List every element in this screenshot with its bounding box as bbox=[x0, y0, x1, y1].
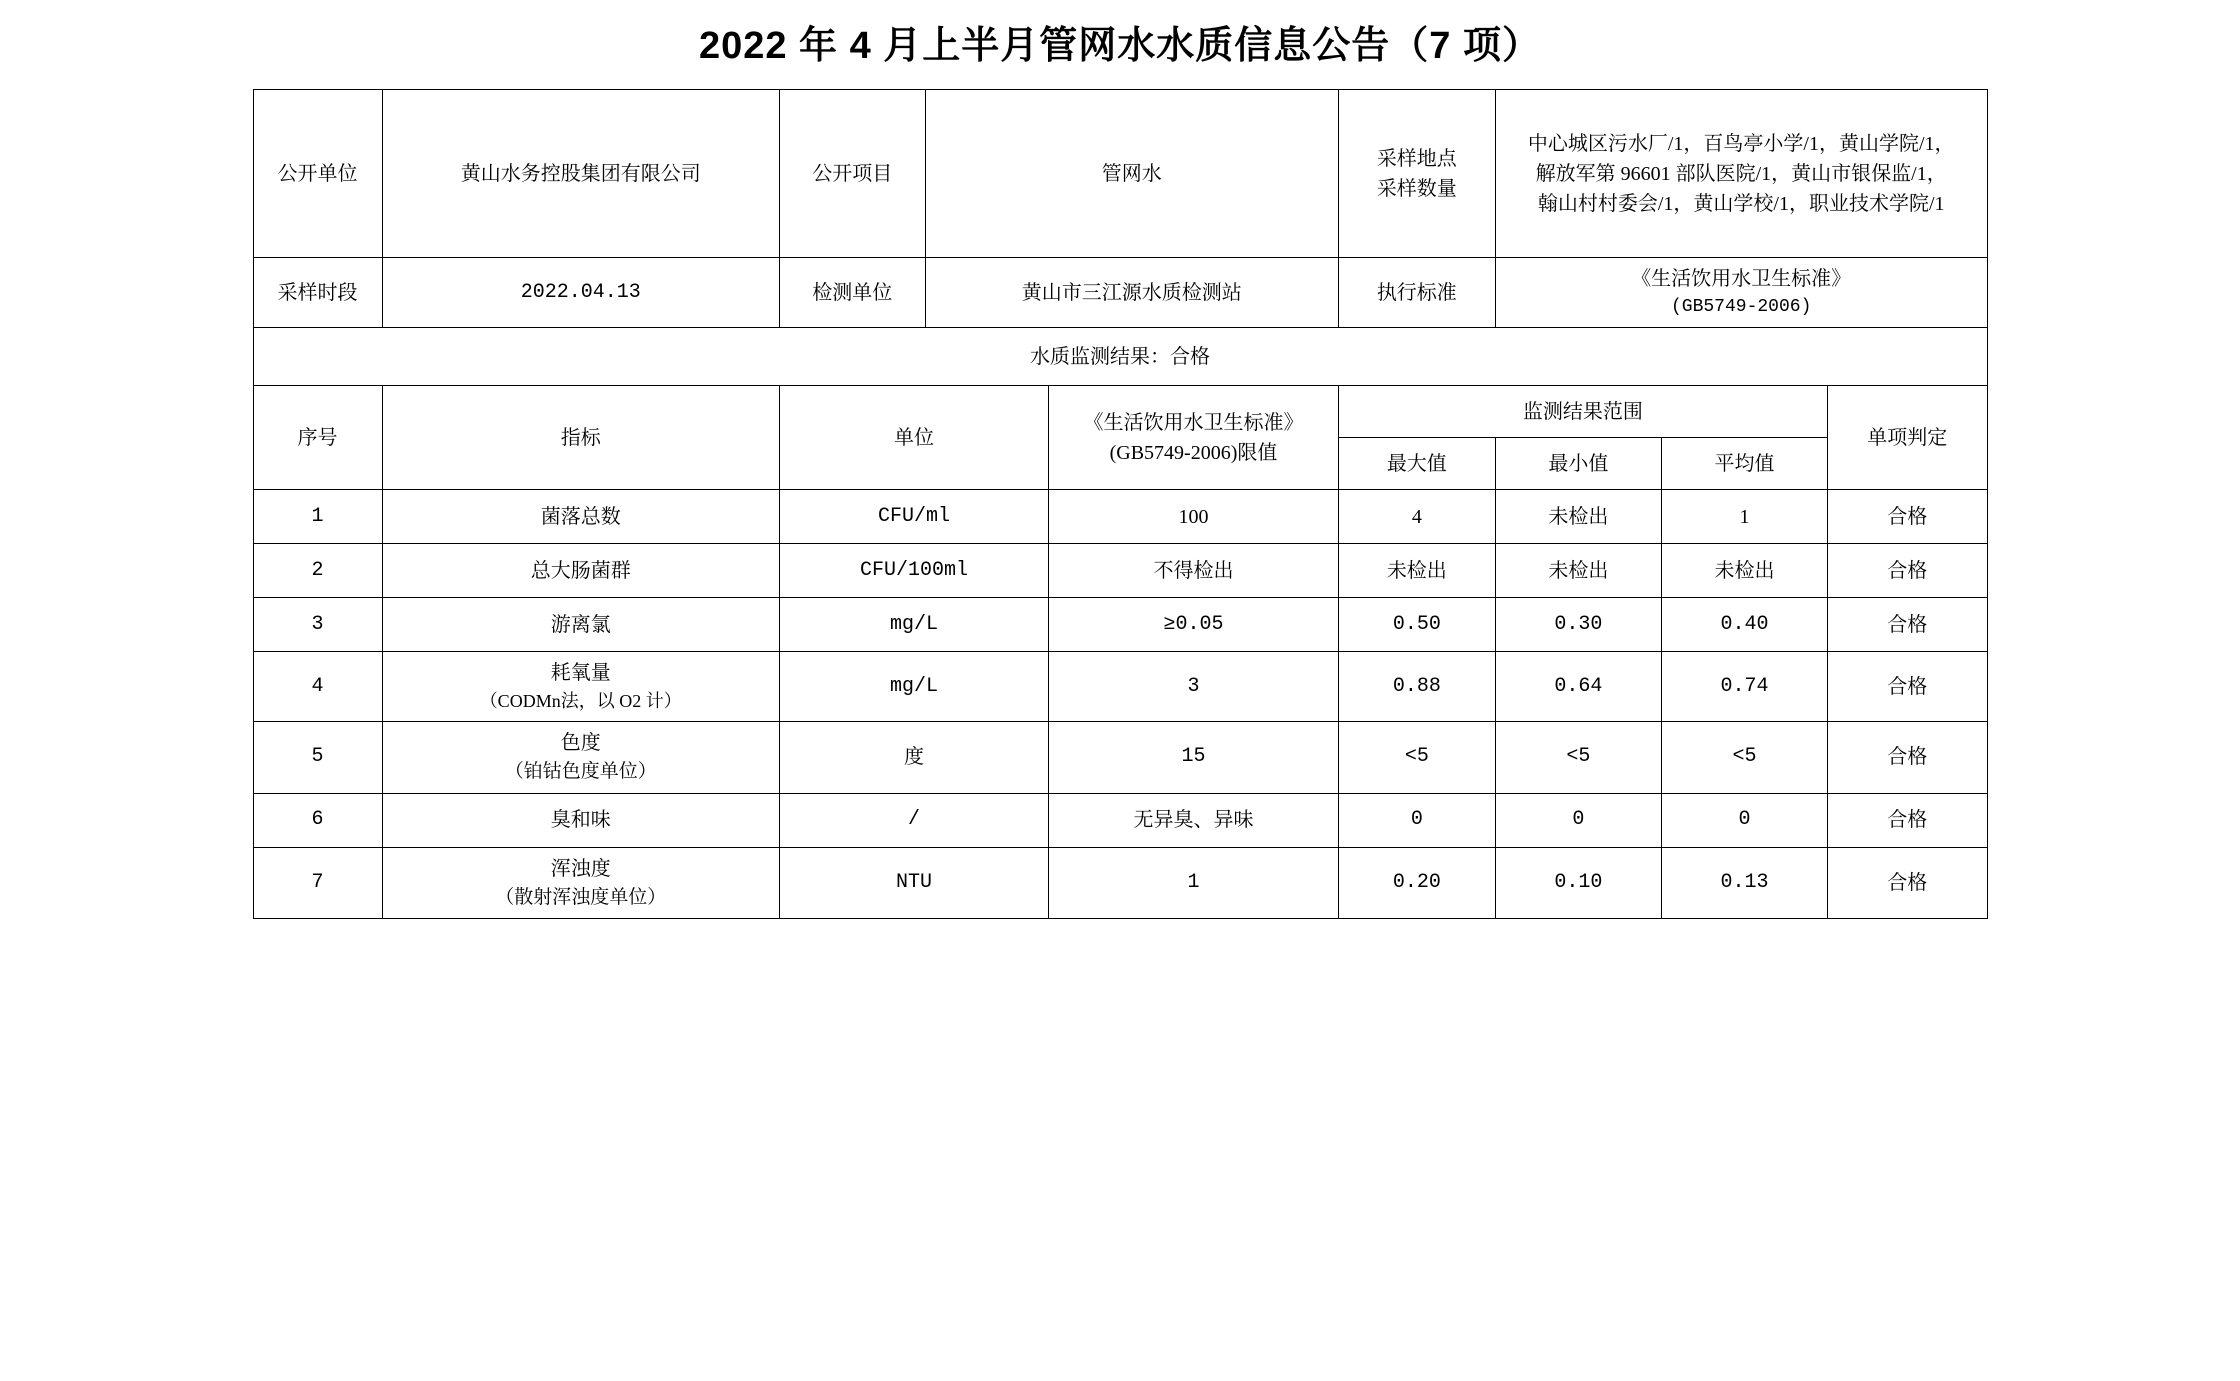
cell-unit: CFU/100ml bbox=[779, 544, 1048, 598]
cell-min: 0 bbox=[1495, 793, 1661, 847]
report-table-wrapper bbox=[0, 87, 2240, 919]
header-min: 最小值 bbox=[1495, 438, 1661, 490]
cell-judgement: 合格 bbox=[1828, 490, 1987, 544]
cell-avg: 未检出 bbox=[1661, 544, 1827, 598]
cell-limit: 1 bbox=[1049, 847, 1339, 919]
cell-avg: 1 bbox=[1661, 490, 1827, 544]
cell-indicator bbox=[382, 490, 779, 544]
header-limit-line1: 《生活饮用水卫生标准》 bbox=[1083, 411, 1304, 434]
info-row-publisher bbox=[253, 90, 1987, 258]
cell-min: 0.64 bbox=[1495, 652, 1661, 722]
project-label: 公开项目 bbox=[779, 90, 925, 258]
sample-site-line: 解放军第 96601 部队医院/1，黄山市银保监/1， bbox=[1535, 162, 1947, 185]
cell-indicator bbox=[382, 722, 779, 794]
table-header-row-primary bbox=[253, 386, 1987, 438]
cell-min: 未检出 bbox=[1495, 490, 1661, 544]
cell-indicator bbox=[382, 544, 779, 598]
cell-indicator-line1: 臭和味 bbox=[550, 809, 611, 831]
cell-limit: ≥0.05 bbox=[1049, 598, 1339, 652]
table-row bbox=[253, 598, 1987, 652]
cell-judgement: 合格 bbox=[1828, 847, 1987, 919]
table-row bbox=[253, 544, 1987, 598]
sample-site-label-line1: 采样地点 bbox=[1376, 147, 1457, 170]
result-summary: 水质监测结果：合格 bbox=[253, 328, 1987, 386]
water-quality-report-table bbox=[253, 89, 1988, 919]
cell-min: 0.10 bbox=[1495, 847, 1661, 919]
cell-indicator bbox=[382, 847, 779, 919]
sample-sites-value bbox=[1495, 90, 1987, 258]
sample-site-line: 翰山村村委会/1，黄山学校/1，职业技术学院/1 bbox=[1537, 192, 1945, 215]
header-unit: 单位 bbox=[779, 386, 1048, 490]
header-index: 序号 bbox=[253, 386, 382, 490]
period-value: 2022.04.13 bbox=[382, 258, 779, 328]
cell-max: 0.88 bbox=[1338, 652, 1495, 722]
cell-avg: 0.74 bbox=[1661, 652, 1827, 722]
cell-indicator-line1: 菌落总数 bbox=[540, 505, 621, 528]
cell-index: 1 bbox=[253, 490, 382, 544]
cell-max: 4 bbox=[1338, 490, 1495, 544]
publisher-label: 公开单位 bbox=[253, 90, 382, 258]
cell-limit: 无异臭、异味 bbox=[1049, 793, 1339, 847]
cell-unit: NTU bbox=[779, 847, 1048, 919]
cell-min: <5 bbox=[1495, 722, 1661, 794]
lab-label: 检测单位 bbox=[779, 258, 925, 328]
sample-site-label bbox=[1338, 90, 1495, 258]
page-title: 2022 年 4 月上半月管网水水质信息公告（7 项） bbox=[698, 25, 1542, 67]
info-row-period bbox=[253, 258, 1987, 328]
info-row-result bbox=[253, 328, 1987, 386]
period-label: 采样时段 bbox=[253, 258, 382, 328]
standard-value-line2: (GB5749-2006) bbox=[1670, 297, 1812, 317]
sample-site-line: 中心城区污水厂/1，百鸟亭小学/1，黄山学院/1， bbox=[1527, 132, 1955, 155]
cell-indicator bbox=[382, 793, 779, 847]
cell-limit: 15 bbox=[1049, 722, 1339, 794]
cell-max: 0.50 bbox=[1338, 598, 1495, 652]
cell-indicator-line2: （散射浑浊度单位） bbox=[495, 886, 667, 908]
cell-index: 3 bbox=[253, 598, 382, 652]
cell-indicator bbox=[382, 652, 779, 722]
cell-index: 5 bbox=[253, 722, 382, 794]
cell-judgement: 合格 bbox=[1828, 722, 1987, 794]
cell-avg: <5 bbox=[1661, 722, 1827, 794]
header-indicator: 指标 bbox=[382, 386, 779, 490]
cell-judgement: 合格 bbox=[1828, 598, 1987, 652]
header-avg: 平均值 bbox=[1661, 438, 1827, 490]
header-range-group: 监测结果范围 bbox=[1338, 386, 1827, 438]
cell-index: 4 bbox=[253, 652, 382, 722]
cell-judgement: 合格 bbox=[1828, 793, 1987, 847]
header-limit-line2: (GB5749-2006)限值 bbox=[1109, 441, 1278, 464]
cell-avg: 0.13 bbox=[1661, 847, 1827, 919]
cell-min: 未检出 bbox=[1495, 544, 1661, 598]
cell-unit: / bbox=[779, 793, 1048, 847]
publisher-value: 黄山水务控股集团有限公司 bbox=[382, 90, 779, 258]
standard-label: 执行标准 bbox=[1338, 258, 1495, 328]
cell-unit: CFU/ml bbox=[779, 490, 1048, 544]
cell-limit: 不得检出 bbox=[1049, 544, 1339, 598]
cell-limit: 3 bbox=[1049, 652, 1339, 722]
cell-judgement: 合格 bbox=[1828, 652, 1987, 722]
table-row bbox=[253, 722, 1987, 794]
table-row bbox=[253, 652, 1987, 722]
cell-judgement: 合格 bbox=[1828, 544, 1987, 598]
cell-avg: 0 bbox=[1661, 793, 1827, 847]
standard-value-line1: 《生活饮用水卫生标准》 bbox=[1631, 268, 1852, 290]
cell-unit: mg/L bbox=[779, 598, 1048, 652]
cell-index: 2 bbox=[253, 544, 382, 598]
cell-indicator-line1: 游离氯 bbox=[550, 613, 611, 636]
cell-indicator-line2: （CODMn法，以 O2 计） bbox=[479, 691, 682, 711]
cell-indicator-line1: 色度 bbox=[560, 732, 601, 754]
cell-max: <5 bbox=[1338, 722, 1495, 794]
table-row bbox=[253, 847, 1987, 919]
cell-index: 7 bbox=[253, 847, 382, 919]
table-row bbox=[253, 490, 1987, 544]
header-max: 最大值 bbox=[1338, 438, 1495, 490]
cell-indicator-line1: 总大肠菌群 bbox=[530, 559, 631, 582]
cell-indicator-line2: （铂钴色度单位） bbox=[504, 761, 657, 782]
header-limit bbox=[1049, 386, 1339, 490]
cell-max: 0 bbox=[1338, 793, 1495, 847]
cell-indicator-line1: 耗氧量 bbox=[550, 662, 611, 684]
cell-limit: 100 bbox=[1049, 490, 1339, 544]
project-value: 管网水 bbox=[925, 90, 1338, 258]
cell-max: 0.20 bbox=[1338, 847, 1495, 919]
cell-index: 6 bbox=[253, 793, 382, 847]
cell-unit: mg/L bbox=[779, 652, 1048, 722]
cell-indicator bbox=[382, 598, 779, 652]
sample-site-label-line2: 采样数量 bbox=[1376, 177, 1457, 200]
table-row bbox=[253, 793, 1987, 847]
cell-avg: 0.40 bbox=[1661, 598, 1827, 652]
standard-value bbox=[1495, 258, 1987, 328]
cell-max: 未检出 bbox=[1338, 544, 1495, 598]
header-judgement: 单项判定 bbox=[1828, 386, 1987, 490]
cell-indicator-line1: 浑浊度 bbox=[550, 857, 611, 880]
lab-value: 黄山市三江源水质检测站 bbox=[925, 258, 1338, 328]
cell-unit: 度 bbox=[779, 722, 1048, 794]
cell-min: 0.30 bbox=[1495, 598, 1661, 652]
